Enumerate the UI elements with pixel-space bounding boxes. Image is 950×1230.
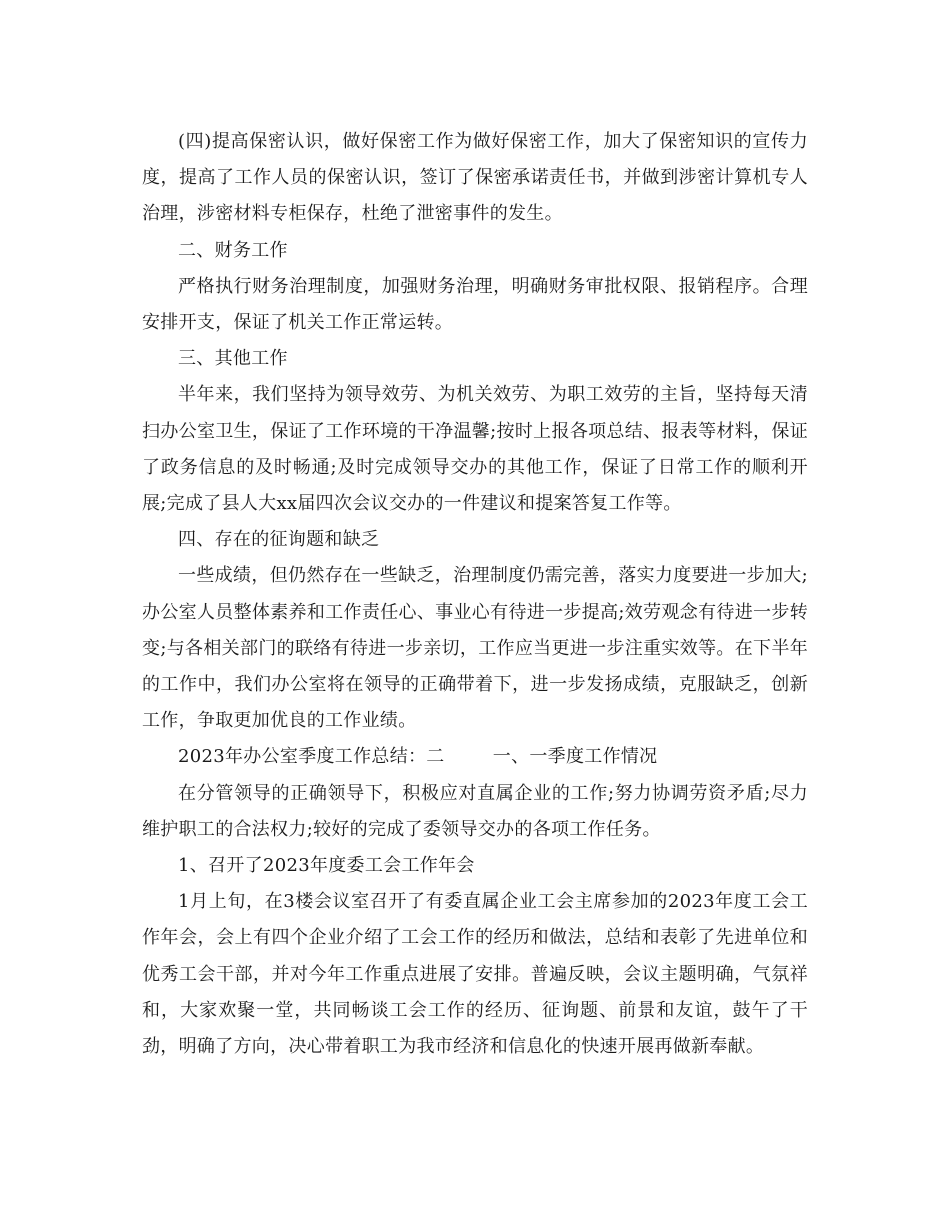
heading-other-work: 三、其他工作 — [178, 348, 288, 370]
paragraph-finance: 严格执行财务治理制度，加强财务治理，明确财务审批权限、报销程序。合理安排开支，保证了机关工作正常运转。 — [142, 275, 808, 334]
paragraph-secrecy: (四)提高保密认识，做好保密工作为做好保密工作，加大了保密知识的宣传力度，提高了工作人员的保密认识，签订了保密承诺责任书，并做到涉密计算机专人治理，涉密材料专柜保存，杜绝了泄密事件的发生。 — [142, 131, 808, 225]
paragraph-problems: 一些成绩，但仍然存在一些缺乏，治理制度仍需完善，落实力度要进一步加大;办公室人员整体素养和工作责任心、事业心有待进一步提高;效劳观念有待进一步转变;与各相关部门的联络有待进一步亲切，工作应当更进一步注重实效等。在下半年的工作中，我们办公室将在领导的正确带着下，进一步发扬成绩，克服缺乏，创新工作，争取更加优良的工作业绩。 — [142, 565, 808, 732]
paragraph-first-quarter: 在分管领导的正确领导下，积极应对直属企业的工作;努力协调劳资矛盾;尽力维护职工的合法权力;较好的完成了委领导交办的各项工作任务。 — [142, 782, 808, 840]
paragraph-union-meeting: 1月上旬，在3楼会议室召开了有委直属企业工会主席参加的2023年度工会工作年会，会上有四个企业介绍了工会工作的经历和做法，总结和表彰了先进单位和优秀工会干部，并对今年工作重点进展了安排。普遍反映，会议主题明确，气氛祥和，大家欢聚一堂，共同畅谈工会工作的经历、征询题、前景和友谊，鼓午了干劲，明确了方向，决心带着职工为我市经济和信息化的快速开展再做新奉献。 — [142, 891, 808, 1058]
document-page — [142, 124, 808, 1065]
heading-summary-two: 2023年办公室季度工作总结：二 一、一季度工作情况 — [178, 746, 658, 768]
heading-union-meeting: 1、召开了2023年度委工会工作年会 — [178, 855, 475, 877]
heading-problems: 四、存在的征询题和缺乏 — [178, 529, 380, 551]
paragraph-other-work: 半年来，我们坚持为领导效劳、为机关效劳、为职工效劳的主旨，坚持每天清扫办公室卫生，保证了工作环境的干净温馨;按时上报各项总结、报表等材料，保证了政务信息的及时畅通;及时完成领导交办的其他工作，保证了日常工作的顺利开展;完成了县人大xx届四次会议交办的一件建议和提案答复工作等。 — [142, 384, 808, 515]
heading-finance: 二、财务工作 — [178, 239, 288, 261]
